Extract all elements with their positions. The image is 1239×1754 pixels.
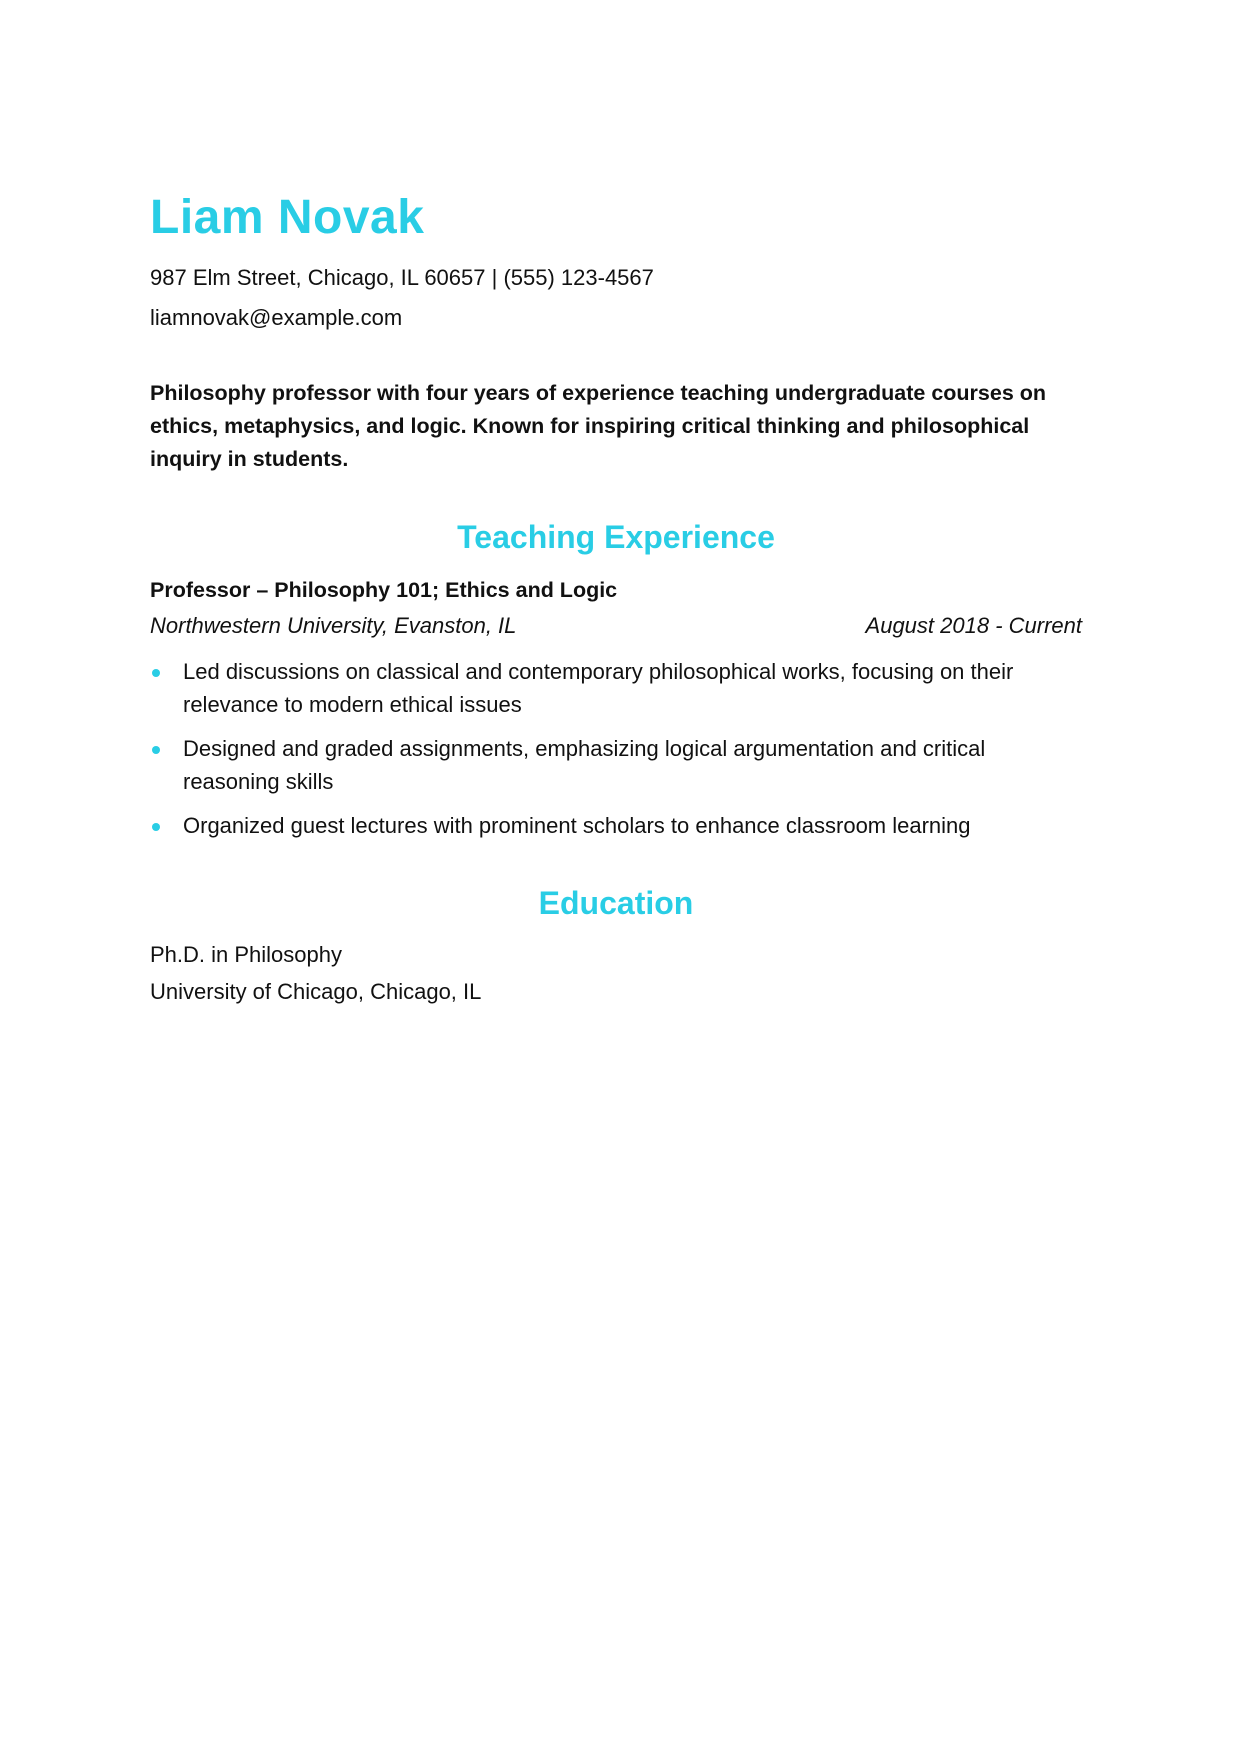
candidate-name: Liam Novak (150, 191, 425, 244)
job-bullets (150, 655, 1082, 853)
job-location: Northwestern University, Evanston, IL (150, 613, 517, 638)
bullet-icon (152, 669, 160, 677)
bullet-text: Designed and graded assignments, emphasizing logical argumentation and critical reasoning skills (183, 736, 986, 794)
contact-email: liamnovak@example.com (150, 305, 403, 330)
bullet-text: Led discussions on classical and contemporary philosophical works, focusing on their relevance to modern ethical issues (183, 659, 1014, 717)
education-degree: Ph.D. in Philosophy (150, 942, 342, 967)
section-title-experience: Teaching Experience (457, 519, 775, 555)
list-item (150, 809, 1082, 842)
job-dates: August 2018 - Current (865, 613, 1082, 638)
list-item (150, 732, 1082, 798)
bullet-icon (152, 823, 160, 831)
section-title-education: Education (538, 885, 694, 921)
contact-address-phone: 987 Elm Street, Chicago, IL 60657 | (555) 123-4567 (150, 265, 654, 290)
bullet-text: Organized guest lectures with prominent scholars to enhance classroom learning (183, 813, 971, 838)
list-item (150, 655, 1082, 721)
job-title: Professor – Philosophy 101; Ethics and Logic (150, 578, 618, 602)
education-school: University of Chicago, Chicago, IL (150, 979, 482, 1004)
bullet-icon (152, 746, 160, 754)
professional-summary: Philosophy professor with four years of experience teaching undergraduate courses on ethics, metaphysics, and logic. Known for inspiring critical thinking and philosophical inquiry in students. (150, 381, 1047, 471)
